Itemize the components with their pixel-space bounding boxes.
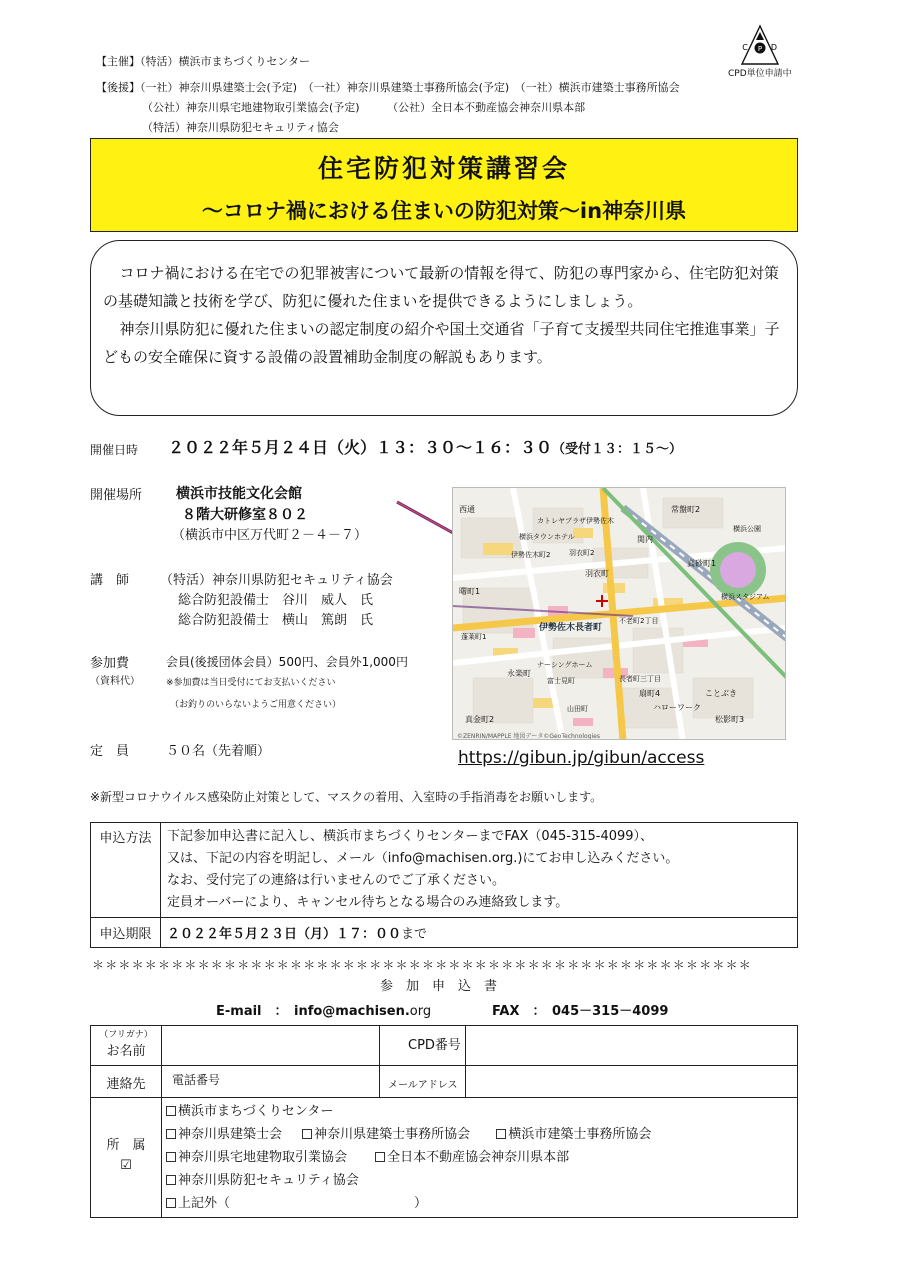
sub-title: ～コロナ禍における住まいの防犯対策～in神奈川県 bbox=[201, 199, 687, 223]
venue-marker-icon bbox=[596, 595, 608, 607]
affiliation-row-3 bbox=[166, 1146, 793, 1169]
method-label-cell bbox=[91, 823, 161, 918]
map-label-3: 常盤町2 bbox=[671, 505, 701, 514]
map-label-4: 横浜公園 bbox=[733, 525, 761, 533]
affiliation-label: 所 属 bbox=[106, 1138, 146, 1153]
option-security[interactable]: 神奈川県防犯セキュリティ協会 bbox=[166, 1173, 359, 1188]
map-label-10: 横浜スタジアム bbox=[721, 593, 770, 601]
title-banner bbox=[90, 138, 798, 232]
method-line-3: なお、受付完了の連絡は行いませんのでご了承ください。 bbox=[167, 873, 506, 888]
venue-name: 横浜市技能文化会館 bbox=[176, 486, 302, 502]
method-line-4: 定員オーバーにより、キャンセル待ちとなる場合のみ連絡致します。 bbox=[167, 895, 569, 910]
host-line bbox=[96, 52, 310, 71]
map-label-24: 長者町三丁目 bbox=[619, 675, 661, 683]
map-label-16: 扇町4 bbox=[639, 689, 661, 698]
host-label: 【主催】 bbox=[96, 55, 140, 68]
option-zennichi[interactable]: 全日本不動産協会神奈川県本部 bbox=[375, 1150, 569, 1165]
email-label-cell bbox=[380, 1066, 466, 1098]
method-line-2: 又は、下記の内容を明記し、メール（info@machisen.org.)にてお申し込みください。 bbox=[167, 851, 679, 866]
intro-box bbox=[90, 240, 798, 416]
map-label-6: 伊勢佐木町2 bbox=[511, 551, 551, 559]
capacity-label: 定 員 bbox=[90, 744, 130, 759]
name-label-cell bbox=[91, 1026, 162, 1066]
intro-text bbox=[103, 259, 783, 371]
fee-sub-label: （資料代） bbox=[90, 676, 140, 687]
map-url-link[interactable]: https://gibun.jp/gibun/access bbox=[458, 748, 705, 768]
option-machisen[interactable]: 横浜市まちづくりセンター bbox=[166, 1104, 333, 1119]
deadline-label: 申込期限 bbox=[99, 927, 152, 942]
furigana-label: （フリガナ） bbox=[99, 1030, 153, 1040]
checkbox-icon bbox=[166, 1152, 176, 1162]
date-row bbox=[168, 438, 682, 459]
map-label-8: 羽衣町 bbox=[585, 569, 609, 578]
map-label-2: 関内 bbox=[637, 535, 653, 544]
option-kenchikushikai[interactable]: 神奈川県建築士会 bbox=[166, 1127, 282, 1142]
option-kanagawa-jimusho[interactable]: 神奈川県建築士事務所協会 bbox=[302, 1127, 470, 1142]
option-other[interactable]: 上記外（ bbox=[166, 1196, 230, 1211]
map-label-18: ハローワーク bbox=[653, 703, 701, 712]
cpd-letter-p: P bbox=[757, 45, 763, 53]
option-takken[interactable]: 神奈川県宅地建物取引業協会 bbox=[166, 1150, 347, 1165]
map-label-5: 横浜タウンホテル bbox=[519, 533, 575, 541]
deadline-value: ２０２２年５月２３日（月）１７：００ bbox=[167, 927, 402, 942]
method-line-1: 下記参加申込書に記入し、横浜市まちづくりセンターまでFAX（045-315-4099）、 bbox=[167, 829, 654, 844]
support-line-3: （特活）神奈川県防犯セキュリティ協会 bbox=[142, 121, 339, 134]
affiliation-row-2 bbox=[166, 1123, 793, 1146]
covid-notice: ※新型コロナウイルス感染防止対策として、マスクの着用、入室時の手指消毒をお願いします。 bbox=[90, 790, 603, 804]
cpd-label-cell bbox=[380, 1026, 466, 1066]
application-form bbox=[90, 1025, 798, 1218]
map-label-7: 羽衣町2 bbox=[569, 549, 595, 557]
cpd-label: CPD番号 bbox=[408, 1038, 461, 1053]
checkbox-icon bbox=[496, 1129, 506, 1139]
lecturer-1: 総合防犯設備士 谷川 威人 氏 bbox=[178, 593, 374, 608]
form-fax: FAX ： 045－315－4099 bbox=[492, 1004, 669, 1019]
support-line-2: （公社）神奈川県宅地建物取引業協会(予定) （公社）全日本不動産協会神奈川県本部 bbox=[142, 101, 586, 114]
checkbox-icon bbox=[166, 1106, 176, 1116]
cpd-input[interactable] bbox=[466, 1026, 798, 1066]
map-label-14: ナーシングホーム bbox=[537, 661, 593, 669]
affiliation-row-4 bbox=[166, 1169, 793, 1192]
date-label: 開催日時 bbox=[90, 443, 139, 457]
application-table bbox=[90, 822, 798, 948]
map-label-9: 真砂町1 bbox=[687, 559, 717, 568]
support-label: 【後援】 bbox=[96, 81, 140, 94]
method-label: 申込方法 bbox=[99, 831, 152, 846]
map-label-0: 西通 bbox=[459, 505, 475, 514]
map-credit: ©ZENRIN/MAPPLE 地図データ©GeoTechnologies bbox=[457, 733, 600, 740]
cpd-letter-d: D bbox=[770, 43, 778, 52]
map-label-19: 真金町2 bbox=[465, 715, 495, 724]
contact-label-cell bbox=[91, 1066, 162, 1098]
map-label-17: ことぶき bbox=[705, 689, 737, 698]
map-label-23: 山田町 bbox=[567, 705, 588, 713]
venue-label: 開催場所 bbox=[90, 488, 143, 503]
map-label-20: 松影町3 bbox=[715, 715, 745, 724]
checkbox-icon bbox=[166, 1198, 176, 1208]
intro-paragraph-2: 神奈川県防犯に優れた住まいの認定制度の紹介や国土交通省「子育て支援型共同住宅推進事業」子どもの安全確保に資する設備の設置補助金制度の解説もあります。 bbox=[103, 320, 780, 366]
method-text-cell bbox=[161, 823, 798, 918]
email-label: メールアドレス bbox=[388, 1080, 458, 1091]
affiliation-options bbox=[162, 1098, 798, 1218]
lecturer-org: （特活）神奈川県防犯セキュリティ協会 bbox=[160, 573, 393, 588]
name-label: お名前 bbox=[106, 1044, 146, 1059]
form-heading: 参 加 申 込 書 bbox=[380, 979, 498, 994]
intro-paragraph-1: コロナ禍における在宅での犯罪被害について最新の情報を得て、防犯の専門家から、住宅防犯対策の基礎知識と技術を学び、防犯に優れた住まいを提供できるようにしましょう。 bbox=[103, 264, 779, 310]
cpd-letter-c: C bbox=[742, 43, 748, 52]
fee-note-2: （お釣りのいらないようご用意ください） bbox=[170, 700, 342, 710]
checkbox-icon bbox=[166, 1129, 176, 1139]
fee-label: 参加費 bbox=[90, 656, 130, 671]
deadline-value-cell bbox=[161, 918, 798, 948]
map-label-13: 不老町2丁目 bbox=[619, 617, 659, 625]
separator-line: ＊＊＊＊＊＊＊＊＊＊＊＊＊＊＊＊＊＊＊＊＊＊＊＊＊＊＊＊＊＊＊＊＊＊＊＊＊＊＊＊＊＊＊＊＊＊＊＊＊＊ bbox=[92, 958, 753, 972]
date-value: ２０２２年５月２４日（火）１３：３０～１６：３０ bbox=[168, 438, 553, 457]
venue-room: ８階大研修室８０２ bbox=[182, 507, 308, 523]
affiliation-row-1 bbox=[166, 1100, 793, 1123]
support-text-1: （一社）神奈川県建築士会(予定) （一社）神奈川県建築士事務所協会(予定) （一社）横浜市建築士事務所協会 bbox=[140, 81, 680, 94]
phone-label: 電話番号 bbox=[172, 1073, 221, 1087]
form-email bbox=[216, 1000, 431, 1019]
support-line-1 bbox=[96, 78, 680, 97]
name-input[interactable] bbox=[162, 1026, 380, 1066]
option-yokohama-jimusho[interactable]: 横浜市建築士事務所協会 bbox=[496, 1127, 651, 1142]
capacity-value: ５０名（先着順） bbox=[166, 744, 271, 759]
main-title: 住宅防犯対策講習会 bbox=[317, 154, 570, 183]
phone-input[interactable] bbox=[162, 1066, 380, 1098]
affiliation-check-icon: ☑ bbox=[120, 1158, 132, 1173]
fee-value: 会員(後援団体会員）500円、会員外1,000円 bbox=[166, 655, 408, 669]
affiliation-label-cell bbox=[91, 1098, 162, 1218]
map-label-22: 富士見町 bbox=[547, 677, 575, 685]
contact-label: 連絡先 bbox=[106, 1077, 146, 1092]
map-label-21: 蓬莱町1 bbox=[461, 633, 487, 641]
affiliation-row-5: 上記外（ ） bbox=[166, 1192, 793, 1215]
access-map[interactable] bbox=[452, 487, 786, 740]
deadline-label-cell bbox=[91, 918, 161, 948]
cpd-caption: CPD単位申請中 bbox=[728, 69, 792, 79]
venue-address: （横浜市中区万代町２－４－７） bbox=[172, 528, 368, 543]
map-label-1: カトレヤプラザ伊勢佐木 bbox=[537, 517, 614, 525]
fee-note-1: ※参加費は当日受付にてお支払いください bbox=[166, 678, 336, 688]
map-label-12: 伊勢佐木長者町 bbox=[539, 623, 603, 633]
host-name: （特活）横浜市まちづくりセンター bbox=[140, 55, 310, 68]
map-label-15: 永楽町 bbox=[507, 669, 531, 678]
lecturer-label: 講 師 bbox=[90, 573, 130, 588]
deadline-suffix: まで bbox=[401, 927, 428, 942]
checkbox-icon bbox=[166, 1175, 176, 1185]
checkbox-icon bbox=[375, 1152, 385, 1162]
email-input[interactable] bbox=[466, 1066, 798, 1098]
map-label-11: 曙町1 bbox=[459, 587, 481, 596]
checkbox-icon bbox=[302, 1129, 312, 1139]
date-reception: （受付１３：１５～） bbox=[552, 442, 683, 457]
form-email-suffix: org bbox=[409, 1004, 432, 1019]
form-email-label: E-mail ： info@machisen. bbox=[216, 1004, 410, 1019]
lecturer-2: 総合防犯設備士 横山 篤朗 氏 bbox=[178, 613, 374, 628]
